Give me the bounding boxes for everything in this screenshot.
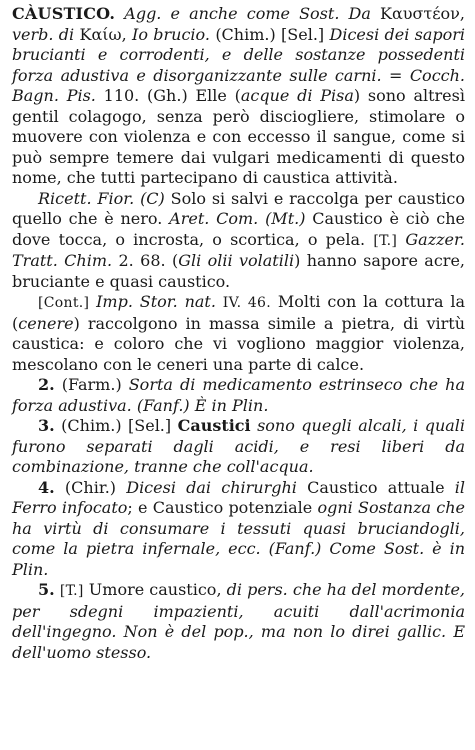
citation-author: Imp. Stor. nat. xyxy=(96,292,216,311)
etymology-gloss: Io brucio. xyxy=(132,24,210,44)
citation-editor: (Fanf.) xyxy=(136,395,190,415)
quote-text: Molti con la cottura la ( xyxy=(12,292,465,333)
citation-author: Aret. Com. xyxy=(169,209,259,228)
source-tag: [T.] xyxy=(59,583,84,599)
quote-text: Solo si salvi e raccolga per caustico quello che è nero. xyxy=(12,188,465,228)
definition: sono quegli alcali, i quali furono separati dagli acidi, e resi liberi da combinazione, tranne che coll'acqua. xyxy=(12,416,466,476)
definition: Dicesi dei sapori brucianti e corrodenti, e delle sostanze possedenti forza adustiva e disorganizzante sulle carni. xyxy=(12,24,466,85)
etymology-text: verb. di xyxy=(12,24,75,44)
domain-label: (Chim.) xyxy=(61,416,122,435)
term: Caustico attuale xyxy=(307,477,445,497)
quote-text: Caustico è ciò che dove tocca, o incrosta, o scortica, o pela. xyxy=(12,209,465,249)
definition: ogni Sostanza che ha virtù di consumare i tessuti quasi bruciandogli, come la pietra infernale, ecc. xyxy=(12,498,466,558)
term: Caustico potenziale xyxy=(152,498,313,517)
entry-sense-3 xyxy=(12,416,465,478)
source-tag: [Cont.] xyxy=(38,295,90,311)
citation-editor: (Fanf.) xyxy=(268,539,322,558)
term: Umore caustico, xyxy=(88,580,222,599)
citation-note: È in Plin. xyxy=(194,395,269,415)
sense-number: 2. xyxy=(38,375,55,394)
quote-text: ) hanno sapore acre, bruciante e quasi caustico. xyxy=(12,251,466,291)
citation-editor: (Mt.) xyxy=(265,209,306,228)
entry-sense-5 xyxy=(12,580,465,663)
definition: Sorta di medicamento estrinseco che ha forza adustiva. xyxy=(12,375,465,415)
definition: il Ferro infocato xyxy=(12,477,465,517)
entry-caustico-sense-1 xyxy=(12,4,465,189)
citation-ref: IV. 46. xyxy=(222,295,271,311)
citation-note: Come Sost. è in Plin. xyxy=(12,539,465,579)
sense-number: 5. xyxy=(38,580,55,599)
headword-variant: Caustici xyxy=(177,416,251,435)
quote-insertion: cenere xyxy=(18,313,74,333)
sense-number: 3. xyxy=(38,416,55,435)
sense-number: 4. xyxy=(38,477,55,497)
definition: Dicesi dai chirurghi xyxy=(126,477,297,497)
equals-sign: = xyxy=(389,65,403,85)
citation-author: Ricett. Fior. xyxy=(38,188,135,208)
separator-text: ; e xyxy=(127,498,148,517)
entry-cont-quote xyxy=(12,292,465,375)
definition: di pers. che ha del mordente, per sdegni impazienti, acuiti dall'acrimonia dell'ingegno. Non è del pop., ma non lo direi gallic. E dell'uomo stesso. xyxy=(12,580,466,662)
greek-etymon-1: Καυστέον, xyxy=(380,4,465,23)
quote-insertion: acque di Pisa xyxy=(240,86,354,105)
citation-editor: (Gh.) xyxy=(147,86,188,105)
citation-author: Cocch. Bagn. Pis. xyxy=(12,65,465,105)
source-tag: [T.] xyxy=(373,232,398,249)
citation-ref: 110. xyxy=(103,86,140,105)
citation-editor: (C) xyxy=(140,188,165,208)
grammar-note: Agg. e anche come Sost. Da xyxy=(124,4,371,23)
greek-etymon-2: Καίω, xyxy=(79,24,127,44)
quote-text: ) raccolgono in massa simile a pietra, di virtù caustica: e coloro che vi vogliono maggior violenza, mescolano con le ceneri una parte di calce. xyxy=(12,313,465,374)
domain-label: (Chim.) xyxy=(215,24,276,44)
domain-label: (Chir.) xyxy=(64,477,117,497)
quote-text: ) sono altresì gentil colagogo, senza però disciogliere, stimolare o muovere con violenza e con eccesso il sangue, come si può sempre temere dai vulgari medicamenti di questo nome, che tutti partecipano di caustica attività. xyxy=(12,86,465,187)
domain-label: (Farm.) xyxy=(61,375,122,394)
quote-start: Elle ( xyxy=(195,86,241,105)
source-tag: [Sel.] xyxy=(128,416,172,435)
quote-insertion: Gli olii volatili xyxy=(178,251,295,270)
source-tag: [Sel.] xyxy=(281,24,325,44)
entry-ricett-quote xyxy=(12,189,465,293)
entry-sense-4 xyxy=(12,478,465,581)
entry-sense-2 xyxy=(12,375,465,416)
citation-ref: 2. 68. ( xyxy=(118,251,179,270)
headword: CÀUSTICO. xyxy=(12,4,116,23)
citation-author: Gazzer. Tratt. Chim. xyxy=(12,229,465,270)
